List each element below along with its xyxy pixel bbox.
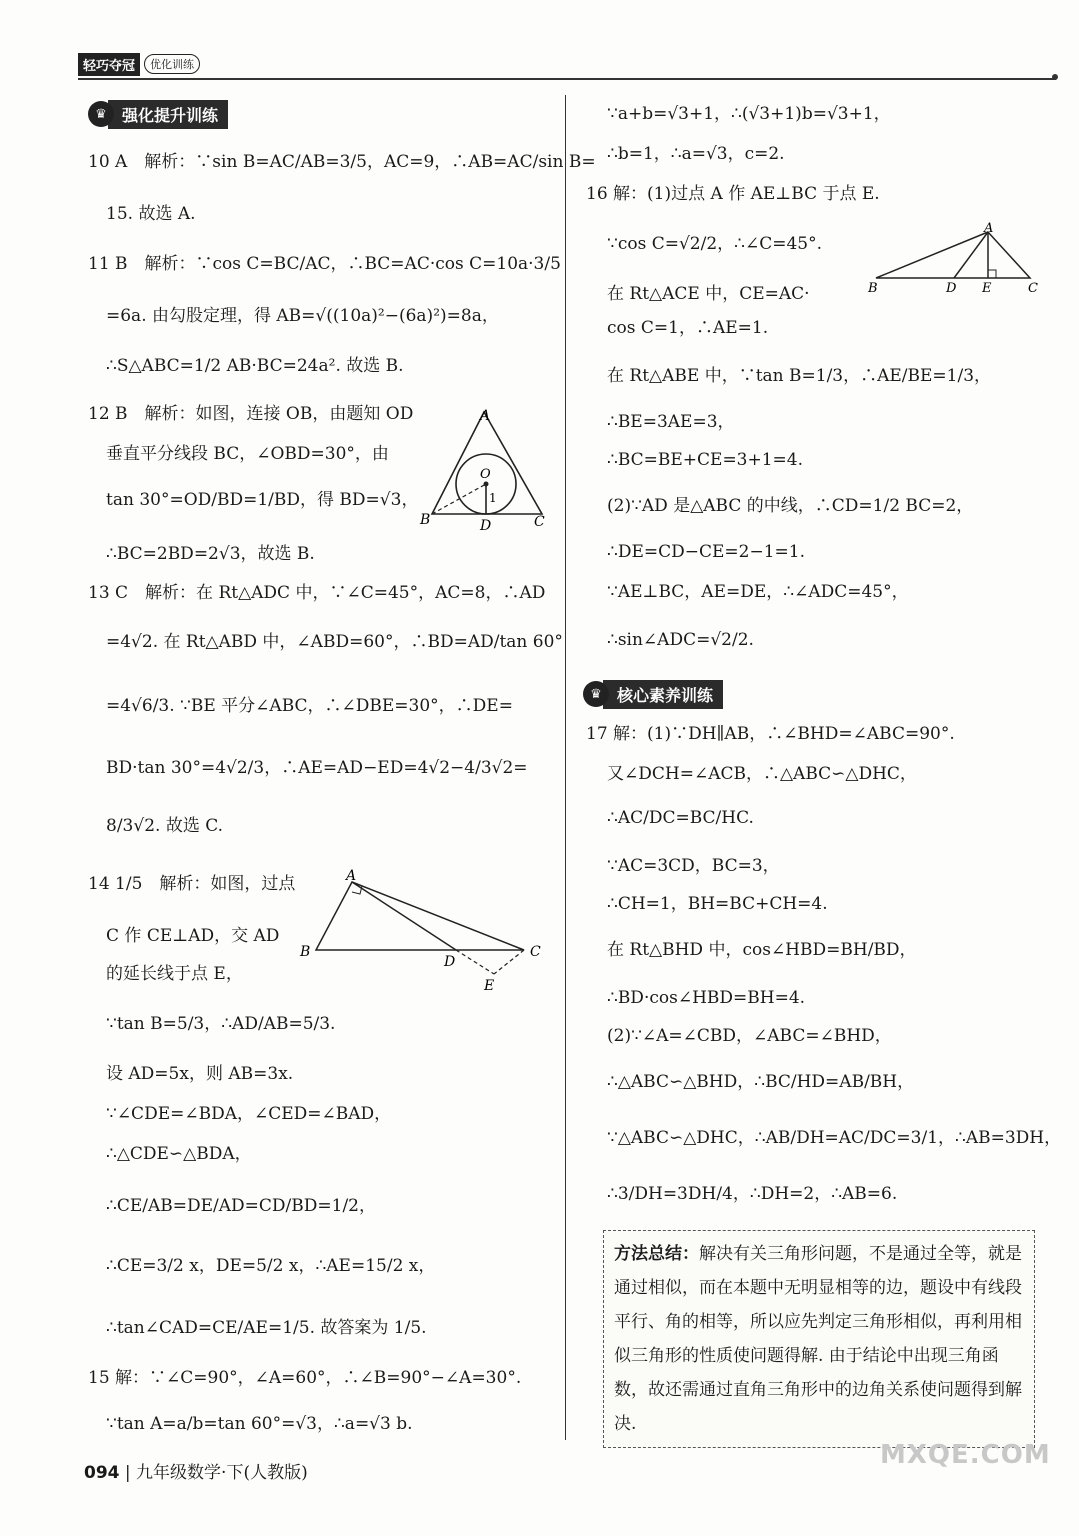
text-line: 10 A 解析：∵sin B=AC/AB=3/5，AC=9，∴AB=AC/sin B= — [88, 152, 596, 172]
site-watermark: MXQE.COM — [880, 1440, 1051, 1470]
book-title: 九年级数学·下(人教版) — [136, 1463, 308, 1483]
text-line: 17 解：(1)∵DH∥AB，∴∠BHD=∠ABC=90°. — [586, 724, 955, 744]
text-line: ∴△ABC∽△BHD，∴BC/HD=AB/BH， — [607, 1072, 915, 1092]
text-line: ∵tan B=5/3，∴AD/AB=5/3. — [106, 1014, 336, 1034]
text-line: ∴b=1，∴a=√3，c=2. — [607, 144, 785, 164]
label-E: E — [982, 281, 992, 296]
label-A: A — [346, 868, 357, 884]
text-line: 15 解：∵∠C=90°，∠A=60°，∴∠B=90°−∠A=30°. — [88, 1368, 522, 1388]
crown-icon: ♛ — [583, 681, 609, 707]
text-line: 14 1/5 解析：如图，过点 — [88, 874, 296, 894]
text-line: ∵∠CDE=∠BDA，∠CED=∠BAD， — [106, 1104, 392, 1124]
section-strengthen — [88, 100, 228, 128]
label-E: E — [484, 978, 495, 994]
text-line: BD·tan 30°=4√2/3，∴AE=AD−ED=4√2−4/3√2= — [106, 758, 528, 778]
page-number: 094 — [84, 1463, 120, 1483]
text-line: =6a. 由勾股定理，得 AB=√((10a)²−(6a)²)=8a， — [106, 306, 499, 326]
text-line: ∵AE⊥BC，AE=DE，∴∠ADC=45°， — [607, 582, 909, 602]
column-divider — [565, 95, 566, 1440]
header-rule — [78, 78, 1056, 80]
figure-12-diagram — [418, 404, 558, 534]
text-line: 11 B 解析：∵cos C=BC/AC，∴BC=AC·cos C=10a·3/5 — [88, 254, 561, 274]
text-line: (2)∵∠A=∠CBD，∠ABC=∠BHD， — [607, 1026, 892, 1046]
summary-text: 解决有关三角形问题，不是通过全等，就是通过相似，而在本题中无明显相等的边，题设中有线段平行、角的相等，所以应先判定三角形相似，再利用相似三角形的性质使问题得解. 由于结论中出现三角函数，故还需通过直角三角形中的边角关系使问题得到解决. — [614, 1244, 1022, 1434]
text-line: ∴△CDE∽△BDA， — [106, 1144, 252, 1164]
text-line: ∵cos C=√2/2，∴∠C=45°. — [607, 234, 822, 254]
label-O: O — [480, 467, 491, 482]
text-line: ∴CE/AB=DE/AD=CD/BD=1/2， — [106, 1196, 376, 1216]
logo-main: 轻巧夺冠 — [78, 53, 140, 76]
label-C: C — [1028, 281, 1038, 296]
method-summary-box — [603, 1230, 1035, 1448]
label-B: B — [420, 512, 431, 528]
text-line: ∴CH=1，BH=BC+CH=4. — [607, 894, 828, 914]
text-line: ∴3/DH=3DH/4，∴DH=2，∴AB=6. — [607, 1184, 898, 1204]
label-B: B — [868, 281, 878, 296]
label-A: A — [480, 408, 491, 424]
text-line: 12 B 解析：如图，连接 OB，由题知 OD — [88, 404, 414, 424]
page-header — [78, 50, 1058, 84]
text-line: ∵△ABC∽△DHC，∴AB/DH=AC/DC=3/1，∴AB=3DH， — [607, 1128, 1062, 1148]
crown-icon: ♛ — [88, 101, 114, 127]
label-A: A — [984, 222, 994, 236]
text-line: 又∠DCH=∠ACB，∴△ABC∽△DHC， — [607, 764, 917, 784]
label-D: D — [946, 281, 957, 296]
figure-16-diagram — [864, 222, 1044, 298]
text-line: 在 Rt△ACE 中，CE=AC· — [607, 284, 810, 304]
text-line: C 作 CE⊥AD，交 AD — [106, 926, 280, 946]
text-line: ∴BC=2BD=2√3，故选 B. — [106, 544, 315, 564]
text-line: 设 AD=5x，则 AB=3x. — [106, 1064, 294, 1084]
text-line: 在 Rt△BHD 中，cos∠HBD=BH/BD， — [607, 940, 917, 960]
text-line: ∴sin∠ADC=√2/2. — [607, 630, 754, 650]
text-line: ∴BD·cos∠HBD=BH=4. — [607, 988, 806, 1008]
label-1: 1 — [489, 491, 497, 505]
text-line: 15. 故选 A. — [106, 204, 196, 224]
text-line: ∴S△ABC=1/2 AB·BC=24a². 故选 B. — [106, 356, 404, 376]
footer-separator: | — [124, 1463, 131, 1483]
figure-14-diagram — [296, 868, 546, 994]
text-line: tan 30°=OD/BD=1/BD，得 BD=√3， — [106, 490, 419, 510]
text-line: 16 解：(1)过点 A 作 AE⊥BC 于点 E. — [586, 184, 880, 204]
text-line: 13 C 解析：在 Rt△ADC 中，∵∠C=45°，AC=8，∴AD — [88, 583, 546, 603]
label-C: C — [534, 514, 545, 530]
header-dot — [1052, 74, 1058, 80]
text-line: 垂直平分线段 BC，∠OBD=30°，由 — [106, 444, 389, 464]
text-line: =4√6/3. ∵BE 平分∠ABC，∴∠DBE=30°，∴DE= — [106, 696, 513, 716]
label-C: C — [530, 944, 541, 960]
text-line: ∵a+b=√3+1，∴(√3+1)b=√3+1， — [607, 104, 891, 124]
text-line: ∴BC=BE+CE=3+1=4. — [607, 450, 804, 470]
label-B: B — [300, 944, 311, 960]
section-title-right: 核心素养训练 — [603, 680, 723, 709]
text-line: 的延长线于点 E， — [106, 964, 243, 984]
section-core — [583, 680, 723, 708]
text-line: ∴BE=3AE=3， — [607, 412, 735, 432]
text-line: ∵tan A=a/b=tan 60°=√3，∴a=√3 b. — [106, 1414, 413, 1434]
text-line: ∵AC=3CD，BC=3， — [607, 856, 780, 876]
text-line: ∴tan∠CAD=CE/AE=1/5. 故答案为 1/5. — [106, 1318, 427, 1338]
text-line: ∴DE=CD−CE=2−1=1. — [607, 542, 805, 562]
text-line: cos C=1，∴AE=1. — [607, 318, 769, 338]
label-D: D — [480, 518, 492, 534]
logo-sub: 优化训练 — [144, 54, 200, 74]
text-line: 8/3√2. 故选 C. — [106, 816, 224, 836]
text-line: =4√2. 在 Rt△ABD 中，∠ABD=60°，∴BD=AD/tan 60° — [106, 632, 563, 652]
text-line: (2)∵AD 是△ABC 的中线，∴CD=1/2 BC=2， — [607, 496, 974, 516]
text-line: ∴CE=3/2 x，DE=5/2 x，∴AE=15/2 x， — [106, 1256, 436, 1276]
page-footer — [84, 1458, 308, 1483]
section-title-left: 强化提升训练 — [108, 100, 228, 129]
text-line: 在 Rt△ABE 中，∵tan B=1/3，∴AE/BE=1/3， — [607, 366, 992, 386]
text-line: ∴AC/DC=BC/HC. — [607, 808, 754, 828]
label-D: D — [444, 954, 456, 970]
summary-label: 方法总结： — [614, 1244, 699, 1264]
brand-logo — [78, 52, 200, 76]
